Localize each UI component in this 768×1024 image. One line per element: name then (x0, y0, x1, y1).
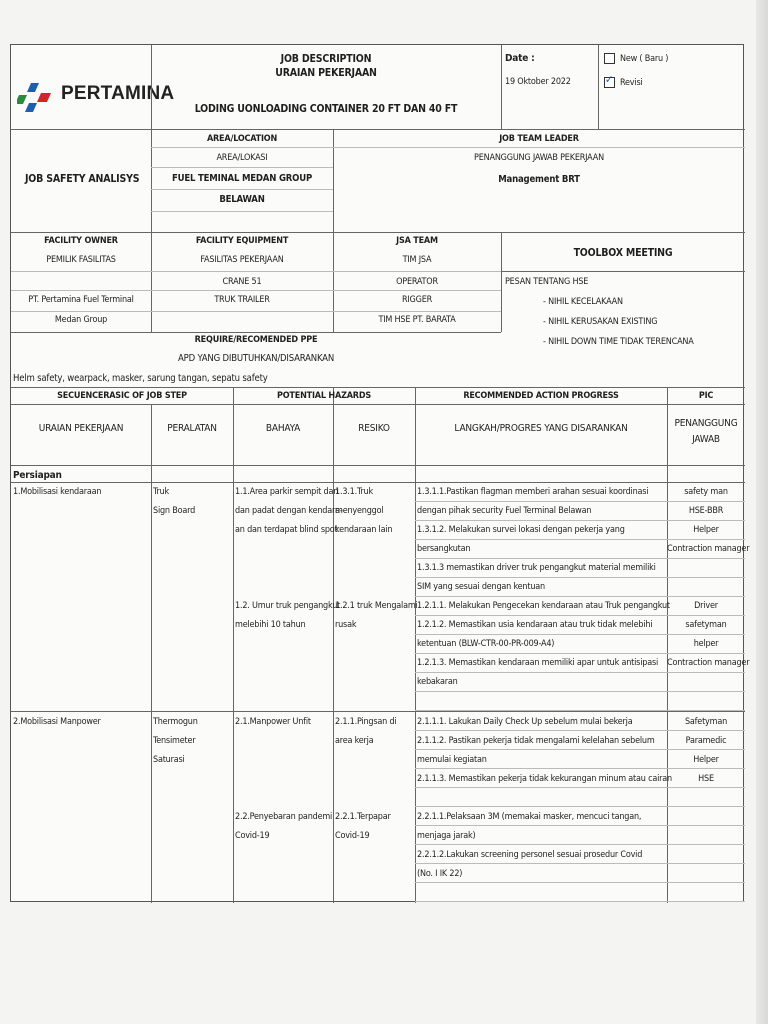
action-line: 1.3.1.1.Pastikan flagman memberi arahan sesuai koordinasi (417, 487, 649, 497)
date-label: Date : (505, 53, 535, 64)
column-header: LANGKAH/PROGRES YANG DISARANKAN (454, 423, 628, 434)
hazard-line: an dan terdapat blind spot (235, 525, 338, 535)
owner-label: FACILITY OWNER (44, 236, 118, 246)
owner-value2: Medan Group (54, 315, 108, 325)
action-line: menjaga jarak) (417, 831, 476, 841)
tool-item: Truk (153, 487, 169, 497)
option-revision[interactable] (604, 77, 643, 88)
hazard-line: 1.1.Area parkir sempit dan (235, 487, 339, 497)
risk-line: kendaraan lain (335, 525, 393, 535)
table-rule (415, 596, 745, 597)
column-header: PERALATAN (167, 423, 217, 434)
job-step: 2.Mobilisasi Manpower (13, 717, 101, 727)
table-rule (415, 520, 745, 521)
table-rule (415, 691, 745, 692)
table-rule (415, 730, 745, 731)
group-header-action: RECOMMENDED ACTION PROGRESS (463, 391, 619, 401)
pic-item: HSE-BBR (688, 506, 724, 516)
hazard-line: 2.1.Manpower Unfit (235, 717, 311, 727)
hazard-line: 1.2. Umur truk pengangkut (235, 601, 341, 611)
revision-checkbox[interactable] (604, 77, 615, 88)
team-item: OPERATOR (396, 277, 438, 287)
doc-title-line2: URAIAN PEKERJAAN (275, 67, 377, 79)
action-line: 2.2.1.1.Pelaksaan 3M (memakai masker, mencuci tangan, (417, 812, 642, 822)
toolbox-line: - NIHIL KECELAKAAN (543, 297, 623, 307)
pic-item: Contraction manager (667, 658, 750, 668)
ppe-label: REQUIRE/RECOMENDED PPE (194, 335, 318, 345)
action-line: (No. I IK 22) (417, 869, 463, 879)
table-rule (415, 901, 745, 902)
job-title: LODING UONLOADING CONTAINER 20 FT DAN 40 FT (194, 103, 458, 115)
tool-item: Tensimeter (153, 736, 196, 746)
pic-item: Driver (694, 601, 718, 611)
table-rule (415, 634, 745, 635)
risk-line: menyenggol (335, 506, 384, 516)
pertamina-logo-icon (17, 83, 53, 113)
risk-line: rusak (335, 620, 357, 630)
action-line: 1.2.1.2. Memastikan usia kendaraan atau truk tidak melebihi (417, 620, 653, 630)
table-rule (415, 577, 745, 578)
company-name: PERTAMINA (61, 83, 175, 104)
option-new-label: New ( Baru ) (620, 54, 669, 64)
risk-line: Covid-19 (335, 831, 370, 841)
action-line: 1.3.1.3 memastikan driver truk pengangkut material memiliki (417, 563, 656, 573)
table-rule (415, 672, 745, 673)
action-line: kebakaran (417, 677, 458, 687)
pic-item: Contraction manager (667, 544, 750, 554)
action-line: SIM yang sesuai dengan kentuan (417, 582, 545, 592)
pic-item: helper (693, 639, 719, 649)
risk-line: 2.1.1.Pingsan di (335, 717, 397, 727)
equipment-label: FACILITY EQUIPMENT (195, 236, 289, 246)
table-rule (415, 501, 745, 502)
team-label: JSA TEAM (396, 236, 438, 246)
area-label-id: AREA/LOKASI (216, 153, 268, 163)
table-rule (415, 882, 745, 883)
pic-item: Helper (693, 525, 719, 535)
action-line: dengan pihak security Fuel Terminal Belawan (417, 506, 592, 516)
pic-item: safetyman (685, 620, 727, 630)
owner-label-id: PEMILIK FASILITAS (46, 255, 116, 265)
table-rule (415, 806, 745, 807)
equipment-item: CRANE 51 (222, 277, 262, 287)
hazard-line: 2.2.Penyebaran pandemi (235, 812, 333, 822)
table-rule (415, 825, 745, 826)
date-value: 19 Oktober 2022 (505, 77, 571, 87)
hazard-line: dan padat dengan kendara- (235, 506, 343, 516)
new-checkbox[interactable] (604, 53, 615, 64)
hazard-line: melebihi 10 tahun (235, 620, 306, 630)
job-step: 1.Mobilisasi kendaraan (13, 487, 102, 497)
leader-label: JOB TEAM LEADER (499, 134, 579, 144)
option-revision-label: Revisi (620, 78, 643, 88)
area-value1: FUEL TEMINAL MEDAN GROUP (171, 173, 313, 184)
equipment-item: TRUK TRAILER (214, 295, 270, 305)
table-rule (415, 787, 745, 788)
table-rule (415, 749, 745, 750)
toolbox-line: - NIHIL KERUSAKAN EXISTING (543, 317, 658, 327)
toolbox-line: - NIHIL DOWN TIME TIDAK TERENCANA (543, 337, 694, 347)
group-header-pic: PIC (698, 391, 714, 401)
action-line: ketentuan (BLW-CTR-00-PR-009-A4) (417, 639, 555, 649)
tool-item: Saturasi (153, 755, 185, 765)
area-value2: BELAWAN (219, 194, 265, 205)
column-header: PENANGGUNG JAWAB (674, 418, 738, 445)
toolbox-label: TOOLBOX MEETING (573, 247, 673, 259)
table-rule (415, 768, 745, 769)
equipment-label-id: FASILITAS PEKERJAAN (200, 255, 284, 265)
leader-label-id: PENANGGUNG JAWAB PEKERJAAN (474, 153, 604, 163)
action-line: memulai kegiatan (417, 755, 487, 765)
pic-item: safety man (684, 487, 728, 497)
risk-line: area kerja (335, 736, 374, 746)
action-line: 1.2.1.1. Melakukan Pengecekan kendaraan atau Truk pengangkut (417, 601, 670, 611)
scan-edge (756, 0, 768, 1024)
action-line: 2.1.1.1. Lakukan Daily Check Up sebelum mulai bekerja (417, 717, 633, 727)
column-header: URAIAN PEKERJAAN (38, 423, 124, 434)
action-line: 1.3.1.2. Melakukan survei lokasi dengan pekerja yang (417, 525, 625, 535)
doc-type: JOB SAFETY ANALISYS (25, 173, 140, 185)
column-header: RESIKO (358, 423, 390, 434)
team-label-id: TIM JSA (402, 255, 432, 265)
tool-item: Sign Board (153, 506, 196, 516)
area-label: AREA/LOCATION (206, 134, 278, 144)
team-item: RIGGER (401, 295, 433, 305)
pic-item: Helper (693, 755, 719, 765)
action-line: 1.2.1.3. Memastikan kendaraan memiliki apar untuk antisipasi (417, 658, 659, 668)
action-line: 2.1.1.3. Memastikan pekerja tidak kekurangan minum atau cairan (417, 774, 672, 784)
group-header-job-step: SECUENCERASIC OF JOB STEP (57, 391, 187, 401)
table-rule (415, 539, 745, 540)
pic-item: HSE (698, 774, 714, 784)
leader-value: Management BRT (498, 174, 580, 185)
action-line: bersangkutan (417, 544, 471, 554)
pic-item: Paramedic (685, 736, 727, 746)
risk-line: 2.2.1.Terpapar (335, 812, 391, 822)
table-rule (415, 615, 745, 616)
action-line: 2.1.1.2. Pastikan pekerja tidak mengalami kelelahan sebelum (417, 736, 655, 746)
team-item: TIM HSE PT. BARATA (378, 315, 456, 325)
group-header-hazards: POTENTIAL HAZARDS (277, 391, 371, 401)
table-rule (415, 863, 745, 864)
pic-item: Safetyman (684, 717, 728, 727)
risk-line: 1.3.1.Truk (335, 487, 373, 497)
risk-line: 1.2.1 truk Mengalami (335, 601, 418, 611)
ppe-items: Helm safety, wearpack, masker, sarung tangan, sepatu safety (13, 373, 268, 384)
doc-title-line1: JOB DESCRIPTION (280, 53, 372, 65)
tool-item: Thermogun (153, 717, 198, 727)
section-title: Persiapan (13, 470, 62, 481)
hazard-line: Covid-19 (235, 831, 270, 841)
toolbox-line: PESAN TENTANG HSE (505, 277, 589, 287)
table-rule (415, 844, 745, 845)
table-rule (415, 653, 745, 654)
owner-value1: PT. Pertamina Fuel Terminal (28, 295, 134, 305)
ppe-label-id: APD YANG DIBUTUHKAN/DISARANKAN (177, 353, 335, 364)
column-header: BAHAYA (265, 423, 301, 434)
table-rule (415, 558, 745, 559)
jsa-document (10, 44, 750, 902)
option-new[interactable] (604, 53, 668, 64)
action-line: 2.2.1.2.Lakukan screening personel sesuai prosedur Covid (417, 850, 643, 860)
